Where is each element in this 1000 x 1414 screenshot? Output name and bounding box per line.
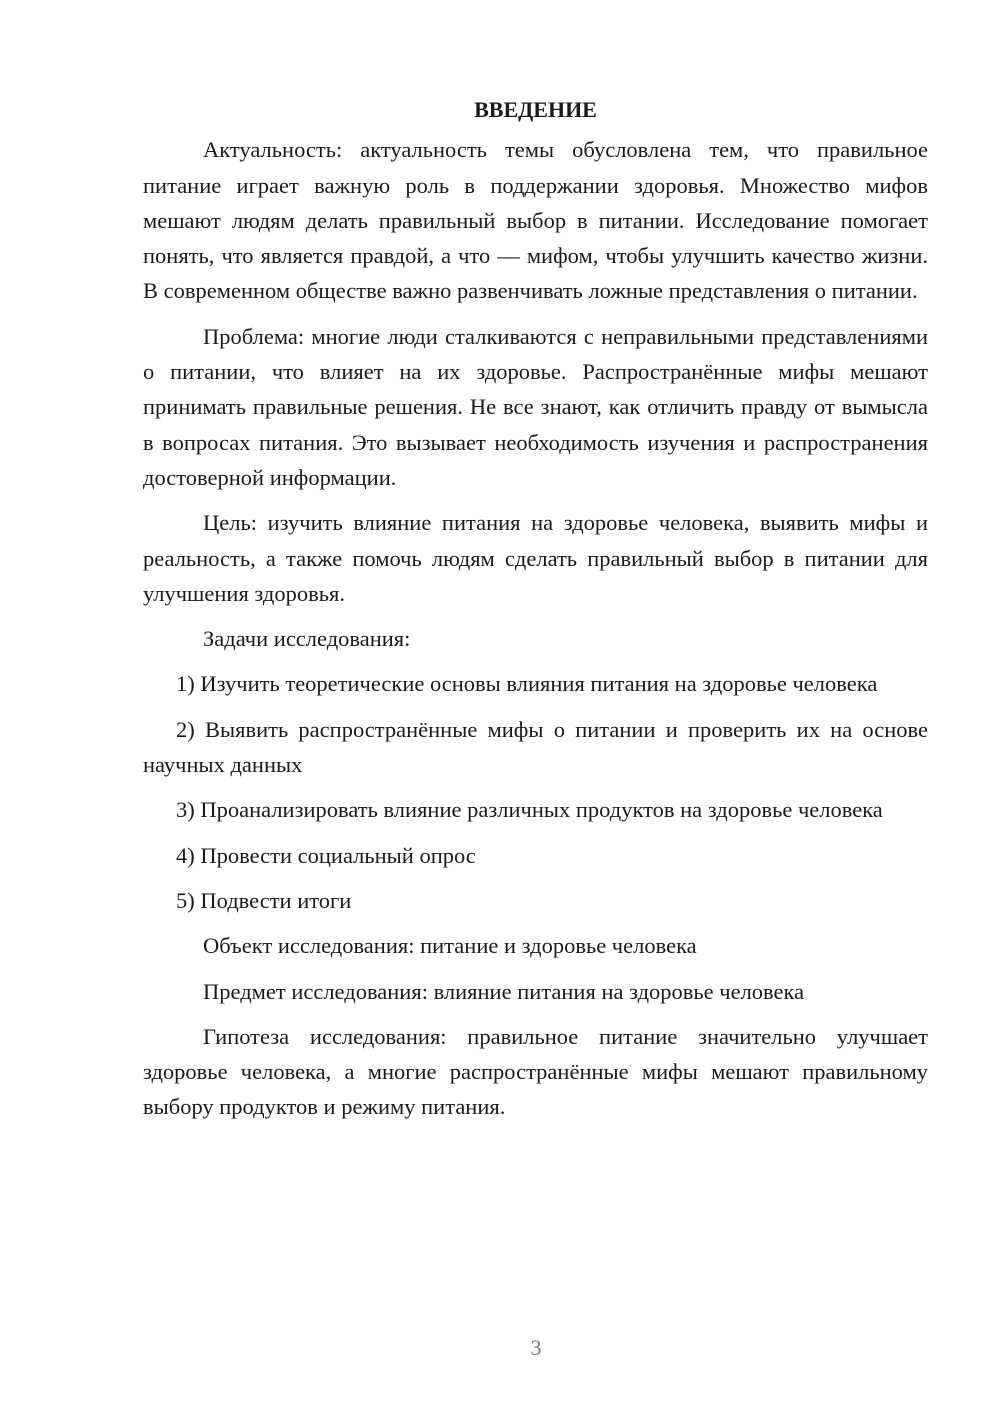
relevance-paragraph: Актуальность: актуальность темы обусловлена тем, что правильное питание играет важную роль в поддержании здоровья. Множество мифов мешают людям делать правильный выбор в питании. Исследование помогает понять, что является правдой, а что — мифом, чтобы улучшить качество жизни. В современном обществе важно развенчивать ложные представления о питании. — [143, 137, 928, 304]
section-title: ВВЕДЕНИЕ — [474, 97, 597, 122]
page-number: 3 — [530, 1335, 542, 1360]
task-item-1: 1) Изучить теоретические основы влияния питания на здоровье человека — [176, 671, 878, 697]
task-item-3: 3) Проанализировать влияние различных продуктов на здоровье человека — [176, 797, 883, 823]
subject-paragraph: Предмет исследования: влияние питания на здоровье человека — [203, 978, 805, 1004]
hypothesis-paragraph: Гипотеза исследования: правильное питание значительно улучшает здоровье человека, а многие распространённые мифы мешают правильному выбору продуктов и режиму питания. — [143, 1023, 928, 1120]
goal-paragraph: Цель: изучить влияние питания на здоровье человека, выявить мифы и реальность, а также помочь людям сделать правильный выбор в питании для улучшения здоровья. — [143, 510, 928, 606]
task-item-4: 4) Провести социальный опрос — [176, 842, 476, 868]
tasks-heading: Задачи исследования: — [203, 626, 411, 652]
task-item-2: 2) Выявить распространённые мифы о питании и проверить их на основе научных данных — [143, 716, 928, 778]
problem-paragraph: Проблема: многие люди сталкиваются с неправильными представлениями о питании, что влияет на их здоровье. Распространённые мифы мешают принимать правильные решения. Не все знают, как отличить правду от вымысла в вопросах питания. Это вызывает необходимость изучения и распространения достоверной информации. — [143, 323, 928, 490]
page-content — [143, 92, 928, 1125]
task-item-5: 5) Подвести итоги — [176, 887, 352, 913]
object-paragraph: Объект исследования: питание и здоровье человека — [203, 933, 697, 959]
